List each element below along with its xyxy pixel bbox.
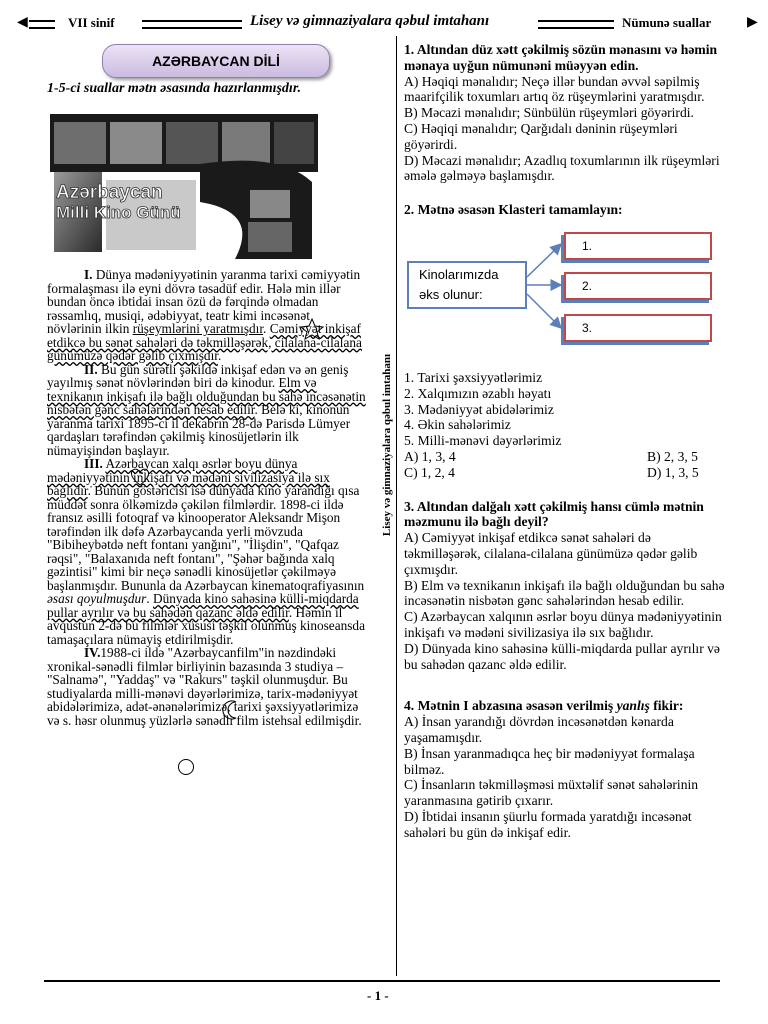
instruction-note: 1-5-ci suallar mətn əsasında hazırlanmışdır.	[47, 81, 301, 96]
image-caption-line1: Azərbaycan	[56, 182, 163, 203]
option[interactable]: A) İnsan yarandığı dövrdən incəsənətdən kənarda yaşamamışdır.	[404, 714, 674, 745]
wavy-sentence: Elm və texnikanın inkişafı ilə bağlı olduğundan bu sahə incəsənətin nisbətən gənc sahələrindən hesab edilir	[47, 375, 366, 417]
cluster-diagram	[404, 232, 744, 362]
page-number: - 1 -	[367, 988, 389, 1003]
paragraph-2	[47, 363, 367, 458]
arrow-left-icon: ◀	[17, 15, 28, 30]
film-day-image	[50, 112, 318, 259]
list-item: 3. Mədəniyyət abidələrimiz	[404, 401, 554, 417]
italic-word: yanlış	[616, 698, 650, 714]
paragraph-4	[47, 646, 367, 727]
arrow-right-icon: ▶	[747, 15, 758, 30]
cluster-box-3[interactable]: 3.	[564, 314, 712, 342]
question-2-text: 2. Mətnə əsasən Klasteri tamamlayın:	[404, 202, 623, 218]
list-item: 1. Tarixi şəxsiyyətlərimiz	[404, 369, 543, 385]
option[interactable]: C) Həqiqi mənalıdır; Qarğıdalı dəninin rüşeymləri göyərirdi.	[404, 120, 678, 152]
paragraph-number: IV.	[84, 645, 101, 660]
question-2	[404, 202, 729, 480]
subject-title: AZƏRBAYCAN DİLİ	[102, 44, 330, 78]
option[interactable]: C) Azərbaycan xalqının əsrlər boyu dünya mədəniyyətinin inkişafı və mədəni sivilizasiya ilə sıx bağlıdır.	[404, 609, 722, 640]
wavy-sentence: Cəmiyyət inkişaf etdikcə bu sənət sahələri də təkmilləşərək, cilalana-cilalana günümüzə qədər gəlib çıxmışdır	[47, 321, 362, 363]
option[interactable]: D) İbtidai insanın şüurlu formada yaratdığı incəsənət sahələri bu gün də inkişaf edir.	[404, 808, 692, 840]
list-item: 4. Əkin sahələrimiz	[404, 417, 511, 433]
option[interactable]: A) Həqiqi mənalıdır; Neçə illər bundan əvvəl səpilmiş maarifçilik toxumları artıq öz rüşeymlərini yaratmışdır.	[404, 73, 705, 105]
paragraph-text: . Həmin il avqustun 2-də bu filmlər xüsusi təşkil olunmuş kinoseansda tamaşaçılara nümayiş etdirilmişdir.	[47, 604, 365, 647]
italic-phrase: əsası qoyulmuşdur	[47, 591, 147, 606]
question-4	[404, 698, 729, 840]
wavy-sentence: Azərbaycan xalqı əsrlər boyu dünya mədəniyyətinin inkişafı və mədəni sivilizasiya ilə sıx bağlıdır	[47, 456, 330, 498]
list-item: 2. Xalqımızın əzablı həyatı	[404, 385, 552, 401]
heart-icon	[129, 468, 151, 486]
paragraph-text: Dünya mədəniyyətinin yaranma tarixi cəmiyyətin formalaşması ilə eyni dövrə təsadüf edir. Hələ min illər bundan öncə ibtidai insan özü də fərqində olmadan rəssamlıq, musiqi, ədəbiyyat, teatr kimi incəsənət növlərinin ilkin	[47, 267, 361, 336]
paragraph-text: .	[217, 348, 222, 363]
option[interactable]: C) 1, 2, 4	[404, 464, 455, 480]
header-rule	[538, 20, 614, 29]
cluster-main-box: Kinolarımızda əks olunur:	[407, 261, 527, 309]
paragraph-text: . Bunun göstəricisi isə dünyada kino yarandığı qısa müddət sonra ölkəmizdə çəkilən filmlərdir. 1898-ci ildə fransız əsilli fotoqraf və kinooperator Aleksandr Mişon tərəfindən ilk dəfə Azərbaycanda yerli mövzuda "Bibiheybətdə neft fontanı yanğını", "İlişdin", "Qafqaz rəqsi", "Balaxanıda neft fontanı", "Şəhər bağında xalq gəzintisi" kimi bir neçə sənədli kinosüjetlər çəkilməyə başlanmışdır.	[47, 483, 360, 593]
star-icon	[300, 318, 324, 340]
paragraph-number: II.	[84, 361, 98, 377]
option[interactable]: A) Cəmiyyət inkişaf etdikcə sənət sahələri də təkmilləşərək, cilalana-cilalana günümüzə qədər gəlib çıxmışdır.	[404, 530, 698, 577]
paragraph-3	[47, 457, 367, 646]
vertical-caption-text: Lisey və gimnaziyalara qəbul imtahanı	[381, 353, 393, 537]
question-3-text: 3. Altından dalğalı xətt çəkilmiş hansı cümlə mətnin məzmunu ilə bağlı deyil?	[404, 498, 704, 530]
questions-column	[404, 42, 729, 858]
header-title: Lisey və gimnaziyalara qəbul imtahanı	[250, 13, 490, 29]
option[interactable]: B) Məcazi mənalıdır; Sünbülün rüşeymləri göyərirdi.	[404, 105, 694, 121]
cluster-box-1[interactable]: 1.	[564, 232, 712, 260]
option[interactable]: B) Elm və texnikanın inkişafı ilə bağlı olduğundan bu sahə incəsənətin nisbətən gənc sahələrindən hesab edilir.	[404, 577, 725, 609]
question-1-text: 1. Altından düz xətt çəkilmiş sözün mənasını və həmin mənaya uyğun nümunəni müəyyən edin.	[404, 42, 718, 73]
answer-options	[404, 449, 729, 481]
header-rule	[142, 20, 242, 29]
wavy-sentence: Dünyada kino sahəsinə külli-miqdarda pullar ayrılır və bu sahədən qazanc əldə edilir	[47, 591, 359, 620]
option[interactable]: C) İnsanların təkmilləşməsi müxtəlif sənət sahələrinin yaranmasına gətirib çıxarır.	[404, 777, 699, 809]
question-text: fikir:	[649, 698, 684, 714]
paragraph-text: Bu gün sürətli şəkildə inkişaf edən və ən geniş yayılmış sənət növlərindən biri də kinodur.	[47, 361, 349, 390]
page-header	[0, 12, 768, 34]
paragraph-text: . Belə ki, kinonun yaranma tarixi 1895-ci il dekabrın 28-də Parisdə Lümyer qardaşları tərəfindən çəkilmiş kinosüjetlərin ilk nümayişindən başlayır.	[47, 402, 351, 458]
image-caption-line2: Milli Kino Günü	[56, 203, 181, 222]
grade-label: VII sinif	[68, 15, 115, 30]
paragraph-number: I.	[84, 267, 93, 282]
crescent-icon	[222, 700, 242, 720]
option[interactable]: D) 1, 3, 5	[647, 464, 699, 480]
option[interactable]: B) İnsan yaranmadıqca heç bir mədəniyyət formalaşa bilməz.	[404, 745, 695, 777]
paragraph-text: .	[263, 321, 270, 336]
option[interactable]: D) Dünyada kino sahəsinə külli-miqdarda pullar ayrılır və bu sahədən qazanc əldə edilir.	[404, 640, 720, 672]
underlined-word: rüşeymlərini yaratmışdır	[132, 321, 264, 336]
paragraph-1	[47, 268, 367, 363]
footer-rule	[44, 980, 720, 982]
option[interactable]: A) 1, 3, 4	[404, 448, 456, 464]
question-3	[404, 499, 729, 673]
option[interactable]: D) Məcazi mənalıdır; Azadlıq toxumlarının ilk rüşeymləri əmələ gəlməyə başlamışdır.	[404, 152, 720, 184]
circle-icon	[177, 758, 195, 776]
paragraph-text: .	[146, 591, 154, 606]
question-text: 4. Mətnin I abzasına əsasən verilmiş	[404, 698, 617, 714]
list-item: 5. Milli-mənəvi dəyərlərimiz	[404, 433, 562, 449]
cluster-box-2[interactable]: 2.	[564, 272, 712, 300]
paragraph-number: III.	[84, 456, 103, 471]
question-4-text	[404, 698, 729, 714]
sample-label: Nümunə suallar	[622, 15, 712, 30]
header-rule	[29, 20, 55, 29]
question-1	[404, 42, 729, 184]
paragraph-text: 1988-ci ildə "Azərbaycanfilm"in nəzdindəki xronikal-sənədli filmlər birliyinin bazasında 3 studiya – "Salnamə", "Yaddaş" və "Rakurs" təşkil olunmuşdur. Bu studiyalarda milli-mənəvi dəyərlərimizə, tarix-mədəniyyət abidələrimizə, adət-ənənələrimizə, tarixi şəxsiyyətlərimizə və s. həsr olunmuş yüzlərlə sənədli film istehsal edilmişdir.	[47, 645, 362, 728]
option[interactable]: B) 2, 3, 5	[647, 448, 698, 464]
vertical-caption	[377, 300, 397, 590]
paragraph-text: Bununla da Azərbaycan kinematoqrafiyasının	[120, 577, 365, 593]
